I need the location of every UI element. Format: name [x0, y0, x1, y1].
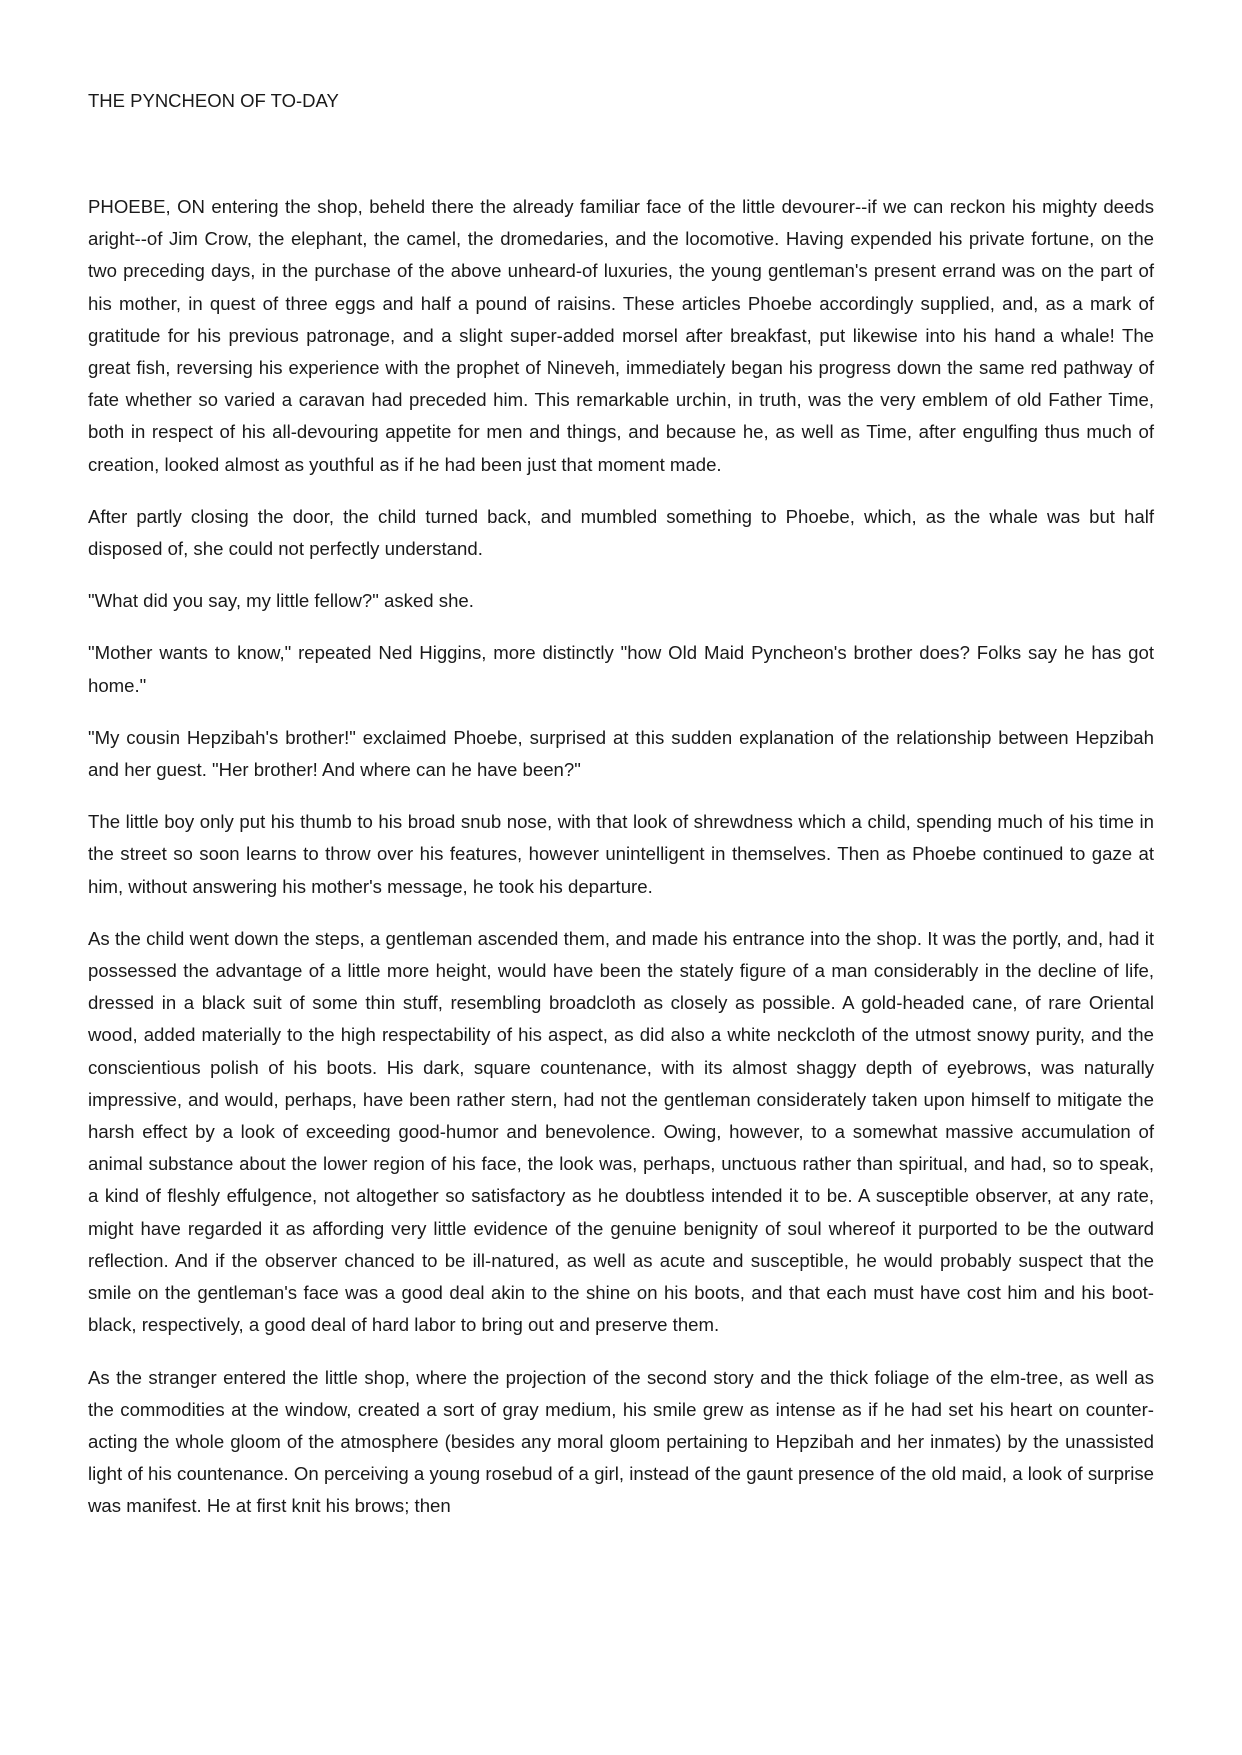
paragraph: After partly closing the door, the child turned back, and mumbled something to Phoebe, which, as the whale was but half disposed of, she could not perfectly understand.: [88, 505, 1154, 560]
paragraph: "Mother wants to know," repeated Ned Higgins, more distinctly "how Old Maid Pyncheon's brother does? Folks say he has got home.": [88, 642, 1154, 696]
chapter-title: THE PYNCHEON OF TO-DAY: [88, 90, 339, 111]
paragraph: PHOEBE, ON entering the shop, beheld there the already familiar face of the little devourer--if we can reckon his mighty deeds aright--of Jim Crow, the elephant, the camel, the dromedaries, and the locomotive. Having expended his private fortune, on the two preceding days, in the purchase of the above unheard-of luxuries, the young gentleman's present errand was on the part of his mother, in quest of three eggs and half a pound of raisins. These articles Phoebe accordingly supplied, and, as a mark of gratitude for his previous patronage, and a slight super-added morsel after breakfast, put likewise into his hand a whale! The great fish, reversing his experience with the prophet of Nineveh, immediately began his progress down the same red pathway of fate whether so varied a caravan had preceded him. This remarkable urchin, in truth, was the very emblem of old Father Time, both in respect of his all-devouring appetite for men and things, and because he, as well as Time, after engulfing thus much of creation, looked almost as youthful as if he had been just that moment made.: [88, 196, 1154, 475]
body-text: [88, 191, 1154, 1543]
paragraph: As the child went down the steps, a gentleman ascended them, and made his entrance into the shop. It was the portly, and, had it possessed the advantage of a little more height, would have been the stately figure of a man considerably in the decline of life, dressed in a black suit of some thin stuff, resembling broadcloth as closely as possible. A gold-headed cane, of rare Oriental wood, added materially to the high respectability of his aspect, as did also a white neckcloth of the utmost snowy purity, and the conscientious polish of his boots. His dark, square countenance, with its almost shaggy depth of eyebrows, was naturally impressive, and would, perhaps, have been rather stern, had not the gentleman considerately taken upon himself to mitigate the harsh effect by a look of exceeding good-humor and benevolence. Owing, however, to a somewhat massive accumulation of animal substance about the lower region of his face, the look was, perhaps, unctuous rather than spiritual, and had, so to speak, a kind of fleshly effulgence, not altogether so satisfactory as he doubtless intended it to be. A susceptible observer, at any rate, might have regarded it as affording very little evidence of the genuine benignity of soul whereof it purported to be the outward reflection. And if the observer chanced to be ill-natured, as well as acute and susceptible, he would probably suspect that the smile on the gentleman's face was a good deal akin to the shine on his boots, and that each must have cost him and his boot-black, respectively, a good deal of hard labor to bring out and preserve them.: [88, 927, 1154, 1336]
paragraph: The little boy only put his thumb to his broad snub nose, with that look of shrewdness which a child, spending much of his time in the street so soon learns to throw over his features, however unintelligent in themselves. Then as Phoebe continued to gaze at him, without answering his mother's message, he took his departure.: [88, 811, 1154, 897]
paragraph: "What did you say, my little fellow?" asked she.: [88, 590, 474, 612]
paragraph: "My cousin Hepzibah's brother!" exclaimed Phoebe, surprised at this sudden explanation of the relationship between Hepzibah and her guest. "Her brother! And where can he have been?": [88, 726, 1154, 781]
paragraph: As the stranger entered the little shop, where the projection of the second story and the thick foliage of the elm-tree, as well as the commodities at the window, created a sort of gray medium, his smile grew as intense as if he had set his heart on counter-acting the whole gloom of the atmosphere (besides any moral gloom pertaining to Hepzibah and her inmates) by the unassisted light of his countenance. On perceiving a young rosebud of a girl, instead of the gaunt presence of the old maid, a look of surprise was manifest. He at first knit his brows; then: [88, 1366, 1154, 1517]
